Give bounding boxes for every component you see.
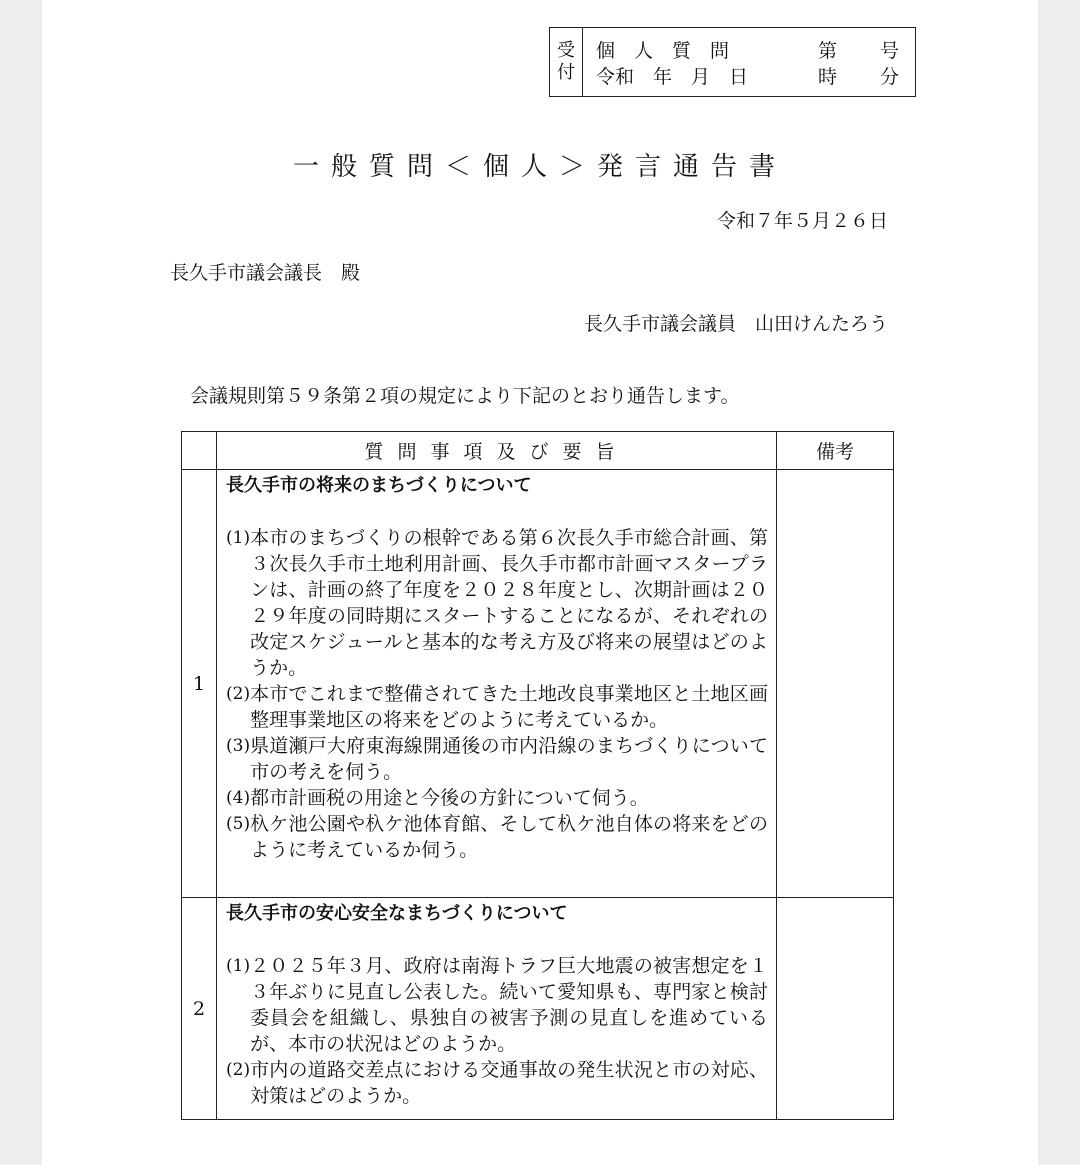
item-marker: (3) (226, 736, 251, 756)
table-row (182, 898, 894, 1120)
receipt-row-question (596, 38, 900, 64)
list-item (226, 811, 768, 863)
receipt-side-char-1: 受 (557, 40, 575, 61)
row-heading: 長久手市の将来のまちづくりについて (226, 475, 532, 496)
receipt-row-date (596, 64, 900, 90)
item-text: ２０２５年３月、政府は南海トラフ巨大地震の被害想定を１３年ぶりに見直し公表した。続いて愛知県も、専門家と検討委員会を組織し、県独自の被害予測の見直しを進めているが、本市の状況はどのようか。 (250, 955, 768, 1055)
sender: 長久手市議会議員 山田けんたろう (583, 313, 888, 335)
question-table (181, 431, 894, 1120)
item-text: 本市のまちづくりの根幹である第６次長久手市総合計画、第３次長久手市土地利用計画、長久手市都市計画マスタープランは、計画の終了年度を２０２８年度とし、次期計画は２０２９年度の同時期にスタートすることになるが、それぞれの改定スケジュールと基本的な考え方及び将来の展望はどのようか。 (250, 527, 768, 679)
list-item (226, 953, 768, 1057)
receipt-side-label (550, 28, 583, 96)
item-text: 県道瀬戸大府東海線開通後の市内沿線のまちづくりについて市の考えを伺う。 (250, 735, 768, 783)
item-text: 本市でこれまで整備されてきた土地改良事業地区と土地区画整理事業地区の将来をどのように考えているか。 (250, 683, 768, 731)
receipt-number-suffix: 号 (880, 40, 900, 62)
receipt-date-label: 令和 年 月 日 (596, 66, 749, 88)
header-main: 質問事項及び要旨 (217, 432, 777, 470)
receipt-hour-label: 時 (818, 66, 838, 88)
table-header-row (182, 432, 894, 470)
item-text: 杁ケ池公園や杁ケ池体育館、そして杁ケ池自体の将来をどのように考えているか伺う。 (250, 813, 768, 861)
header-note: 備考 (777, 432, 894, 470)
row-content (217, 470, 777, 898)
document-title: 一般質問＜個人＞発言通告書 (292, 152, 787, 182)
addressee: 長久手市議会議長 殿 (170, 262, 361, 284)
receipt-question-label: 個 人 質 問 (596, 40, 730, 62)
receipt-minute-label: 分 (880, 66, 900, 88)
row-number: 2 (182, 898, 217, 1120)
item-marker: (1) (226, 956, 251, 976)
item-marker: (4) (226, 788, 251, 808)
receipt-stamp-box (549, 27, 916, 97)
receipt-number-label: 第 (818, 40, 838, 62)
list-item (226, 733, 768, 785)
item-marker: (5) (226, 814, 251, 834)
document-page (42, 0, 1038, 1165)
item-marker: (2) (226, 684, 251, 704)
list-item (226, 785, 768, 811)
row-heading: 長久手市の安心安全なまちづくりについて (226, 903, 568, 924)
row-number: 1 (182, 470, 217, 898)
list-item (226, 681, 768, 733)
list-item (226, 525, 768, 681)
list-item (226, 1057, 768, 1109)
row-note (777, 898, 894, 1120)
intro-text: 会議規則第５９条第２項の規定により下記のとおり通告します。 (190, 385, 740, 407)
table-row (182, 470, 894, 898)
receipt-side-char-2: 付 (557, 62, 575, 83)
document-date: 令和７年５月２６日 (716, 210, 888, 232)
row-note (777, 470, 894, 898)
header-number-cell (182, 432, 217, 470)
item-marker: (2) (226, 1060, 251, 1080)
item-marker: (1) (226, 528, 251, 548)
item-text: 市内の道路交差点における交通事故の発生状況と市の対応、対策はどのようか。 (250, 1059, 768, 1107)
item-text: 都市計画税の用途と今後の方針について伺う。 (250, 787, 649, 809)
row-content (217, 898, 777, 1120)
